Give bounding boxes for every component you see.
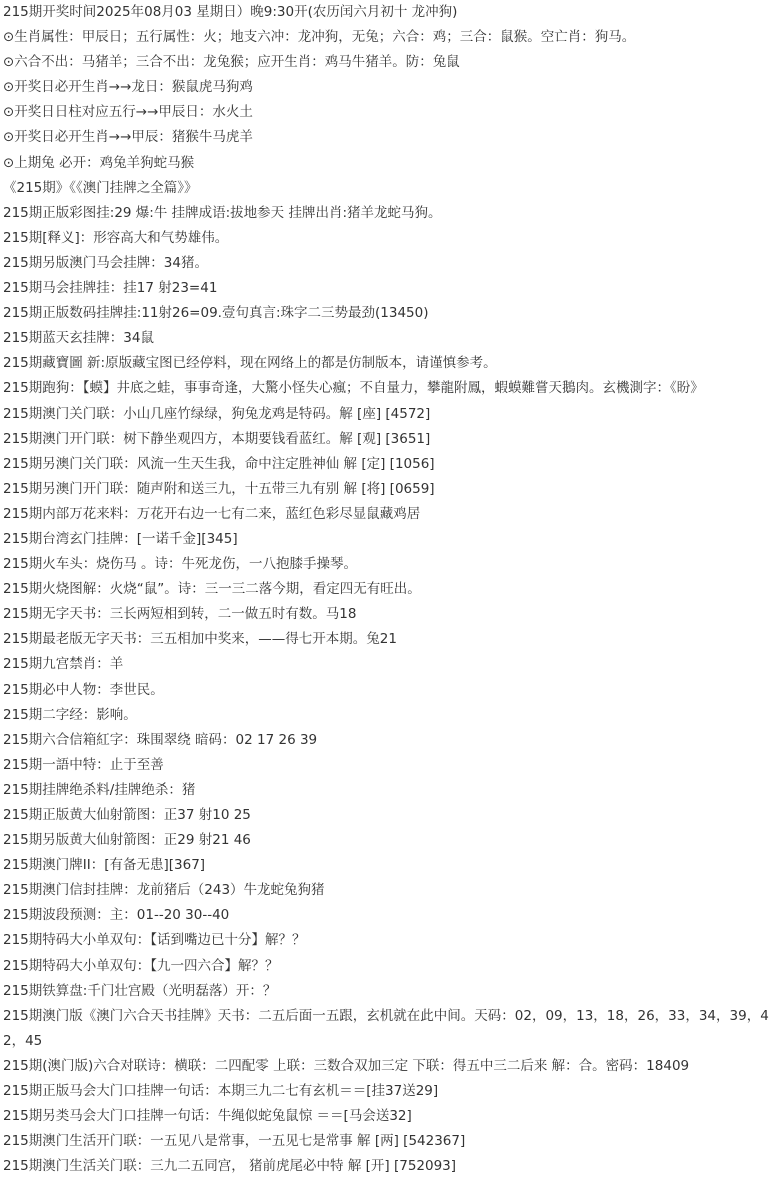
text-line: ⊙六合不出：马猪羊；三合不出：龙兔猴；应开生肖：鸡马牛猪羊。防：兔鼠 bbox=[3, 54, 460, 71]
text-line: 215期澳门关门联：小山几座竹绿绿，狗兔龙鸡是特码。解 [座] [4572] bbox=[3, 405, 431, 422]
text-line: 215期台湾玄门挂牌：[一诺千金][345] bbox=[3, 530, 238, 547]
text-line: 215期另类马会大门口挂牌一句话：牛绳似蛇兔鼠惊 ＝＝[马会送32] bbox=[3, 1108, 412, 1125]
text-line: ⊙开奖日必开生肖→→龙日：猴鼠虎马狗鸡 bbox=[3, 79, 253, 96]
text-line: 215期二字经：影响。 bbox=[3, 706, 137, 723]
text-line: 215期另版澳门马会挂牌：34猪。 bbox=[3, 254, 208, 271]
text-line: 215期正版数码挂牌挂:11射26=09.壹句真言:珠字二三势最劲(13450) bbox=[3, 305, 429, 322]
text-line: 215期澳门版《澳门六合天书挂牌》天书：二五后面一五跟，玄机就在此中间。天码：02，09，13，18，26，33，34，39，42，45 bbox=[3, 1007, 769, 1049]
text-line: 215期正版黄大仙射箭图：正37 射10 25 bbox=[3, 807, 251, 823]
text-line: 215期内部万花来料：万花开右边一七有二来，蓝红色彩尽显鼠藏鸡居 bbox=[3, 505, 421, 522]
text-line: 215期特码大小单双句：【九一四六合】解？？ bbox=[3, 957, 279, 974]
text-line: 215期(澳门版)六合对联诗：横联：二四配零 上联：三数合双加三定 下联：得五中三二后来 解：合。密码：18409 bbox=[3, 1057, 690, 1074]
text-line: 215期澳门牌II：[有备无患][367] bbox=[3, 857, 206, 874]
text-line: 215期澳门开门联：树下静坐观四方，本期要钱看蓝红。解 [观] [3651] bbox=[3, 430, 431, 447]
text-line: 215期铁算盘:千门壮宫殿（光明磊落）开：？ bbox=[3, 982, 277, 999]
text-line: 215期火车头：烧伤马 。诗：牛死龙伤，一八抱膝手操琴。 bbox=[3, 556, 358, 573]
text-line: 215期澳门生活开门联：一五见八是常事，一五见七是常事 解 [两] [542367] bbox=[3, 1133, 466, 1150]
text-line: 215期澳门生活关门联：三九二五同宫， 猪前虎尾必中特 解 [开] [752093] bbox=[3, 1158, 457, 1175]
text-line: 215期最老版无字天书：三五相加中奖来，——得七开本期。兔21 bbox=[3, 631, 397, 648]
text-line: 215期必中人物：李世民。 bbox=[3, 681, 164, 698]
text-line: ⊙生肖属性：甲辰日；五行属性：火；地支六冲：龙冲狗，无兔；六合：鸡；三合：鼠猴。空亡肖：狗马。 bbox=[3, 29, 636, 46]
text-line: 215期一語中特：止于至善 bbox=[3, 756, 164, 773]
text-line: 215期开奖时间2025年08月03 星期日）晚9:30开(农历闰六月初十 龙冲狗) bbox=[3, 4, 458, 20]
text-line: 215期跑狗：【蟆】井底之蛙，事事奇逢，大驚小怪失心瘋；不自量力，攀龍附鳳，蝦蟆難嘗天鵝肉。玄機測字：《盼》 bbox=[3, 380, 704, 397]
text-line: 215期正版彩图挂:29 爆:牛 挂牌成语:拔地参天 挂牌出肖:猪羊龙蛇马狗。 bbox=[3, 204, 442, 221]
text-line: 215期澳门信封挂牌：龙前猪后（243）牛龙蛇兔狗猪 bbox=[3, 882, 325, 899]
text-line: 215期正版马会大门口挂牌一句话：本期三九二七有玄机＝＝[挂37送29] bbox=[3, 1083, 439, 1100]
text-line: 215期无字天书：三长两短相到转，二一做五时有数。马18 bbox=[3, 606, 357, 623]
text-line: ⊙开奖日必开生肖→→甲辰：猪猴牛马虎羊 bbox=[3, 129, 253, 146]
text-line: 215期[释义]：形容高大和气势雄伟。 bbox=[3, 229, 229, 246]
text-line: 215期九宫禁肖：羊 bbox=[3, 656, 124, 673]
text-line: 《215期》《《澳门挂牌之全篇》》 bbox=[3, 179, 198, 196]
text-line: 215期特码大小单双句：【话到嘴边已十分】解？？ bbox=[3, 932, 306, 949]
text-line: 215期马会挂牌挂：挂17 射23=41 bbox=[3, 280, 218, 297]
text-line: 215期波段预测：主：01--20 30--40 bbox=[3, 907, 230, 924]
text-line: 215期挂牌绝杀料/挂牌绝杀：猪 bbox=[3, 781, 196, 798]
text-line: 215期另澳门关门联：风流一生天生我，命中注定胜神仙 解 [定] [1056] bbox=[3, 455, 435, 472]
text-line: 215期另版黄大仙射箭图：正29 射21 46 bbox=[3, 832, 251, 849]
text-line: ⊙上期兔 必开：鸡兔羊狗蛇马猴 bbox=[3, 154, 195, 171]
text-line: 215期藏寶圖 新:原版藏宝图已经停料，现在网络上的都是仿制版本，请谨慎参考。 bbox=[3, 355, 497, 372]
text-line: 215期六合信箱紅字：珠围翠绕 暗码：02 17 26 39 bbox=[3, 731, 318, 748]
text-line: ⊙开奖日日柱对应五行→→甲辰日：水火土 bbox=[3, 104, 253, 121]
text-line: 215期另澳门开门联：随声附和送三九，十五带三九有别 解 [将] [0659] bbox=[3, 480, 435, 497]
text-line: 215期蓝天玄挂牌：34鼠 bbox=[3, 330, 154, 347]
text-line: 215期火烧图解：火烧“鼠”。诗：三一三二落今期，看定四无有旺出。 bbox=[3, 581, 421, 598]
